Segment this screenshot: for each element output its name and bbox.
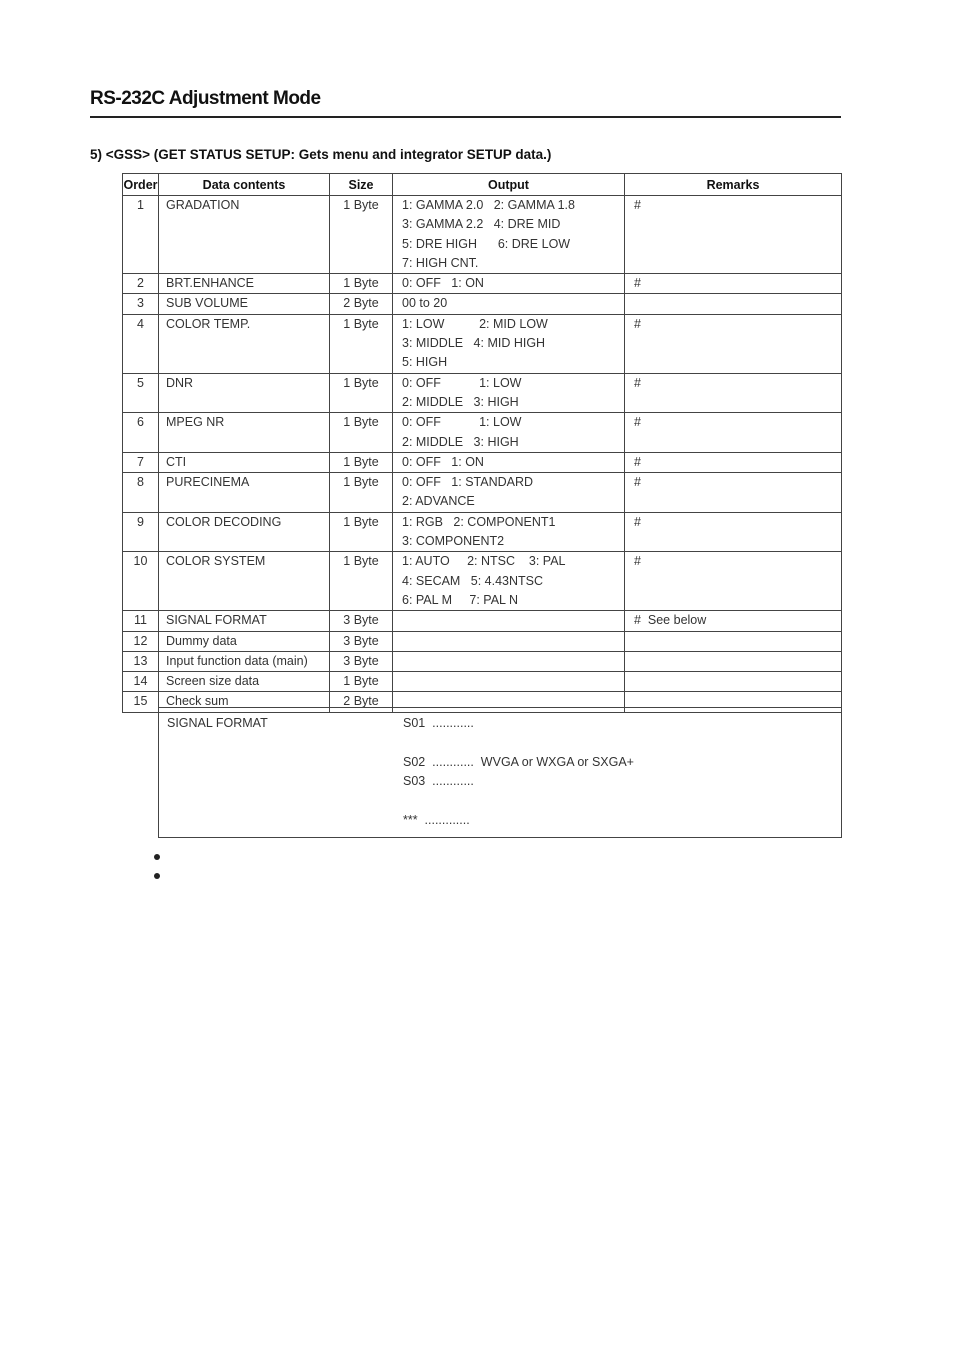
output-cell bbox=[393, 473, 625, 513]
output-line: 7: HIGH CNT. bbox=[402, 255, 479, 270]
order-cell: 10 bbox=[123, 552, 159, 611]
output-line: 0: OFF 1: LOW bbox=[402, 415, 522, 430]
data-contents-cell: COLOR TEMP. bbox=[159, 314, 330, 373]
order-cell: 3 bbox=[123, 294, 159, 314]
size-cell: 2 Byte bbox=[330, 294, 393, 314]
table-row bbox=[123, 672, 842, 692]
signal-format-label: SIGNAL FORMAT bbox=[167, 716, 268, 730]
output-line: 1: GAMMA 2.0 2: GAMMA 1.8 bbox=[402, 198, 575, 212]
column-header-size: Size bbox=[330, 174, 393, 196]
size-cell: 1 Byte bbox=[330, 552, 393, 611]
output-cell bbox=[393, 274, 625, 294]
order-cell: 9 bbox=[123, 512, 159, 552]
table-row bbox=[123, 373, 842, 413]
remarks-cell: # bbox=[625, 196, 842, 274]
table-row bbox=[123, 512, 842, 552]
output-cell bbox=[393, 651, 625, 671]
bullet-point bbox=[154, 873, 160, 879]
size-cell: 1 Byte bbox=[330, 672, 393, 692]
remarks-cell bbox=[625, 651, 842, 671]
size-cell: 3 Byte bbox=[330, 611, 393, 631]
signal-format-box bbox=[158, 707, 842, 838]
order-cell: 4 bbox=[123, 314, 159, 373]
order-cell: 8 bbox=[123, 473, 159, 513]
data-contents-cell: BRT.ENHANCE bbox=[159, 274, 330, 294]
table-row bbox=[123, 631, 842, 651]
order-cell: 11 bbox=[123, 611, 159, 631]
remarks-cell bbox=[625, 294, 842, 314]
output-cell bbox=[393, 512, 625, 552]
table-row bbox=[123, 611, 842, 631]
size-cell: 1 Byte bbox=[330, 512, 393, 552]
output-cell bbox=[393, 611, 625, 631]
table-row bbox=[123, 552, 842, 611]
output-cell bbox=[393, 631, 625, 651]
output-cell bbox=[393, 196, 625, 274]
output-line: 1: AUTO 2: NTSC 3: PAL bbox=[402, 554, 566, 569]
table-row bbox=[123, 274, 842, 294]
data-contents-cell: DNR bbox=[159, 373, 330, 413]
title-divider bbox=[90, 116, 841, 118]
output-line: 0: OFF 1: STANDARD bbox=[402, 475, 534, 490]
data-contents-cell: MPEG NR bbox=[159, 413, 330, 453]
output-line: 0: OFF 1: LOW bbox=[402, 375, 522, 390]
size-cell: 3 Byte bbox=[330, 631, 393, 651]
remarks-cell: # bbox=[625, 413, 842, 453]
size-cell: 2 Byte bbox=[330, 692, 393, 712]
data-contents-cell: GRADATION bbox=[159, 196, 330, 274]
table-row bbox=[123, 314, 842, 373]
remarks-cell: # bbox=[625, 552, 842, 611]
remarks-cell bbox=[625, 672, 842, 692]
order-cell: 2 bbox=[123, 274, 159, 294]
output-cell bbox=[393, 294, 625, 314]
order-cell: 1 bbox=[123, 196, 159, 274]
table-row bbox=[123, 473, 842, 513]
data-contents-cell: CTI bbox=[159, 452, 330, 472]
table-row bbox=[123, 294, 842, 314]
size-cell: 1 Byte bbox=[330, 314, 393, 373]
table-row bbox=[123, 196, 842, 274]
order-cell: 12 bbox=[123, 631, 159, 651]
gss-data-table bbox=[122, 173, 842, 713]
column-header-remarks: Remarks bbox=[625, 174, 842, 196]
output-line: 00 to 20 bbox=[402, 296, 448, 311]
output-line: 5: HIGH bbox=[402, 355, 448, 370]
size-cell: 1 Byte bbox=[330, 473, 393, 513]
data-contents-cell: Input function data (main) bbox=[159, 651, 330, 671]
output-cell bbox=[393, 413, 625, 453]
order-cell: 13 bbox=[123, 651, 159, 671]
output-line: 0: OFF 1: ON bbox=[402, 454, 484, 469]
remarks-cell: # bbox=[625, 274, 842, 294]
data-contents-cell: Dummy data bbox=[159, 631, 330, 651]
order-cell: 15 bbox=[123, 692, 159, 712]
output-line bbox=[402, 611, 624, 630]
size-cell: 1 Byte bbox=[330, 274, 393, 294]
remarks-cell: # bbox=[625, 373, 842, 413]
output-line: 5: DRE HIGH 6: DRE LOW bbox=[402, 236, 571, 251]
order-cell: 7 bbox=[123, 452, 159, 472]
output-cell bbox=[393, 373, 625, 413]
output-line: 4: SECAM 5: 4.43NTSC bbox=[402, 573, 544, 588]
section-heading: 5) <GSS> (GET STATUS SETUP: Gets menu and integrator SETUP data.) bbox=[90, 147, 552, 162]
signal-format-line: *** ............. bbox=[403, 813, 470, 827]
remarks-cell: # See below bbox=[625, 611, 842, 631]
remarks-cell bbox=[625, 631, 842, 651]
bullet-point bbox=[154, 854, 160, 860]
table-row bbox=[123, 452, 842, 472]
output-line: 2: MIDDLE 3: HIGH bbox=[402, 434, 519, 449]
output-line: 1: RGB 2: COMPONENT1 bbox=[402, 514, 556, 529]
output-cell bbox=[393, 672, 625, 692]
remarks-cell: # bbox=[625, 452, 842, 472]
size-cell: 1 Byte bbox=[330, 373, 393, 413]
table-row bbox=[123, 651, 842, 671]
output-line bbox=[402, 652, 624, 671]
output-cell bbox=[393, 552, 625, 611]
output-line bbox=[402, 632, 624, 651]
table-header-row bbox=[123, 174, 842, 196]
data-contents-cell: COLOR SYSTEM bbox=[159, 552, 330, 611]
output-line: 1: LOW 2: MID LOW bbox=[402, 316, 548, 331]
output-line bbox=[402, 672, 624, 691]
output-line: 2: ADVANCE bbox=[402, 494, 475, 509]
remarks-cell: # bbox=[625, 314, 842, 373]
data-contents-cell: Check sum bbox=[159, 692, 330, 712]
output-line: 0: OFF 1: ON bbox=[402, 276, 484, 291]
page-title: RS-232C Adjustment Mode bbox=[90, 88, 321, 109]
order-cell: 6 bbox=[123, 413, 159, 453]
output-line: 3: GAMMA 2.2 4: DRE MID bbox=[402, 217, 561, 232]
remarks-cell: # bbox=[625, 512, 842, 552]
order-cell: 5 bbox=[123, 373, 159, 413]
output-line: 2: MIDDLE 3: HIGH bbox=[402, 394, 519, 409]
signal-format-line: S03 ............ bbox=[403, 774, 474, 788]
size-cell: 1 Byte bbox=[330, 196, 393, 274]
size-cell: 1 Byte bbox=[330, 452, 393, 472]
data-contents-cell: SIGNAL FORMAT bbox=[159, 611, 330, 631]
order-cell: 14 bbox=[123, 672, 159, 692]
output-cell bbox=[393, 452, 625, 472]
data-contents-cell: PURECINEMA bbox=[159, 473, 330, 513]
output-line: 6: PAL M 7: PAL N bbox=[402, 592, 519, 607]
data-contents-cell: COLOR DECODING bbox=[159, 512, 330, 552]
data-contents-cell: SUB VOLUME bbox=[159, 294, 330, 314]
column-header-data-contents: Data contents bbox=[159, 174, 330, 196]
signal-format-line: S02 ............ WVGA or WXGA or SXGA+ bbox=[403, 755, 634, 769]
column-header-order: Order bbox=[123, 174, 159, 196]
remarks-cell: # bbox=[625, 473, 842, 513]
output-line: 3: MIDDLE 4: MID HIGH bbox=[402, 336, 546, 351]
size-cell: 1 Byte bbox=[330, 413, 393, 453]
data-contents-cell: Screen size data bbox=[159, 672, 330, 692]
size-cell: 3 Byte bbox=[330, 651, 393, 671]
signal-format-line: S01 ............ bbox=[403, 716, 474, 730]
column-header-output: Output bbox=[393, 174, 625, 196]
table-row bbox=[123, 413, 842, 453]
output-cell bbox=[393, 314, 625, 373]
output-line: 3: COMPONENT2 bbox=[402, 534, 505, 549]
